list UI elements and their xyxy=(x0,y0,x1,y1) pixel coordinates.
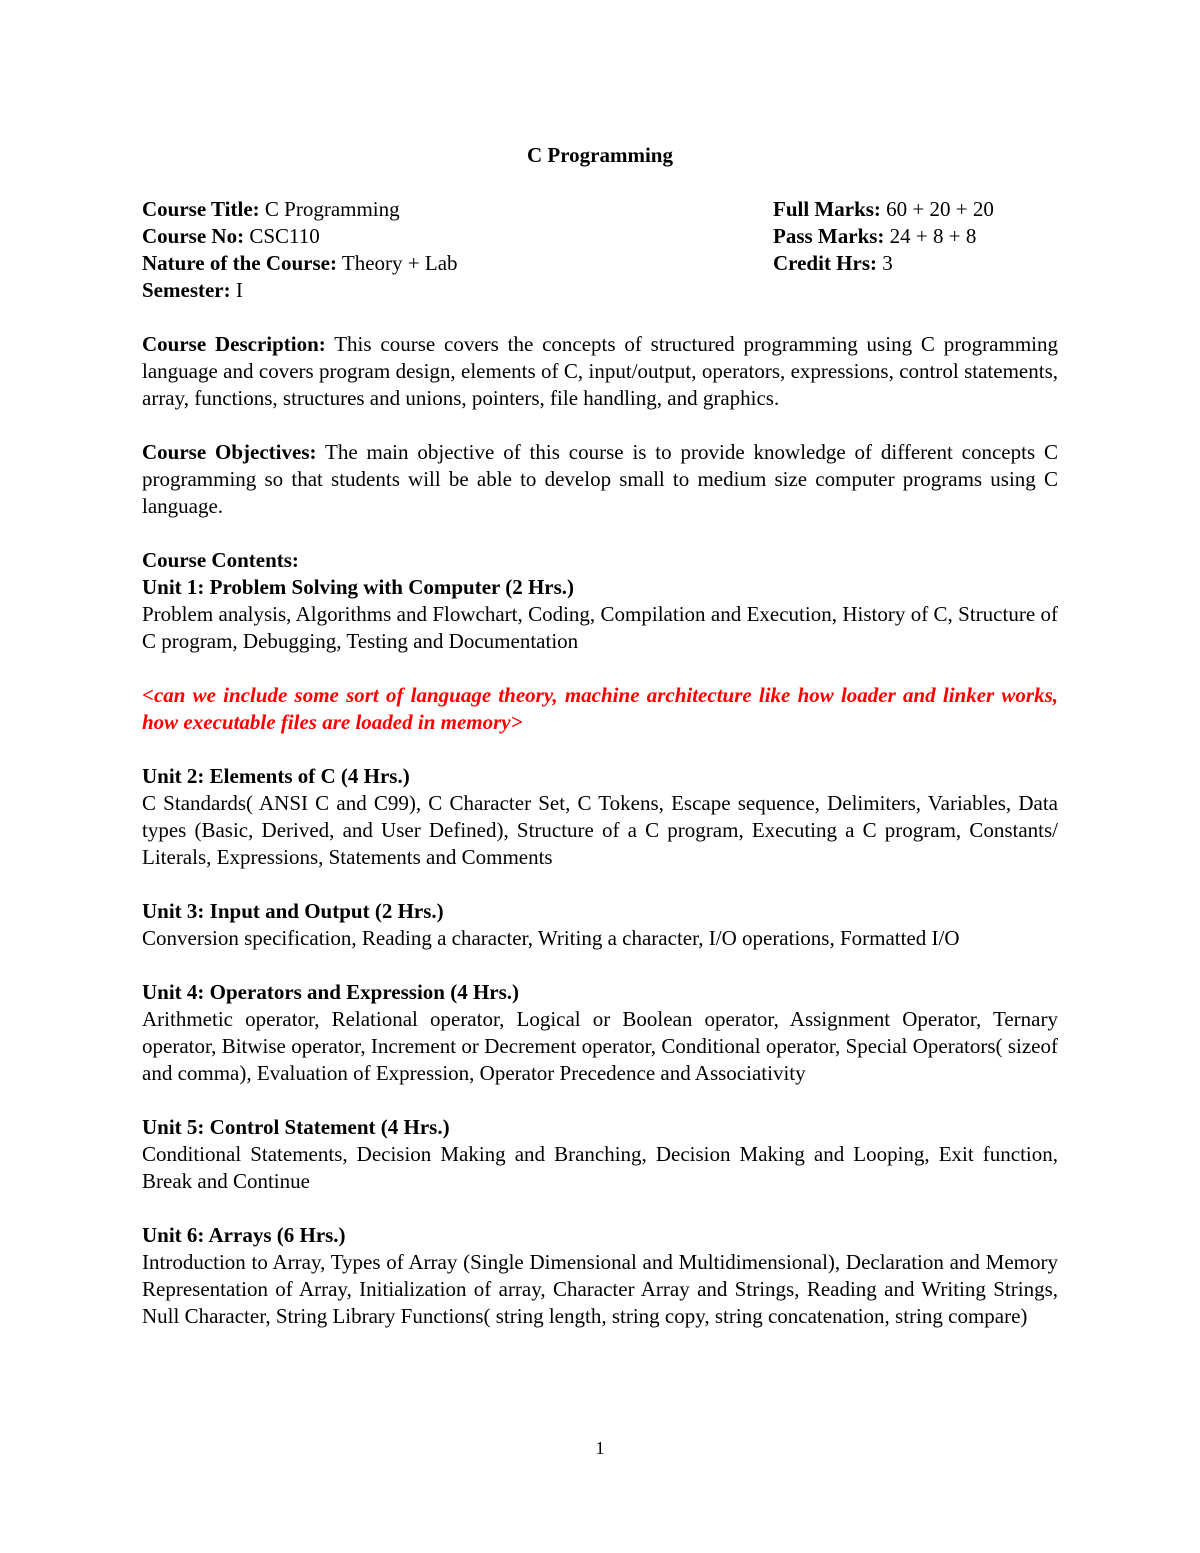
unit-heading: Unit 5: Control Statement (4 Hrs.) xyxy=(142,1115,450,1139)
unit-2 xyxy=(142,763,1058,871)
credit-hrs-value: 3 xyxy=(882,251,893,275)
semester-row xyxy=(142,277,762,304)
document-title: C Programming xyxy=(526,143,673,167)
course-no-row xyxy=(142,223,762,250)
course-meta-right xyxy=(773,196,1058,304)
unit-5 xyxy=(142,1114,1058,1195)
unit-heading: Unit 3: Input and Output (2 Hrs.) xyxy=(142,899,444,923)
unit-body: Introduction to Array, Types of Array (Single Dimensional and Multidimensional), Declaration and Memory Representation of Array, Initialization of array, Character Array and Strings, Reading and Writing Strings, Null Character, String Library Functions( string length, string copy, string concatenation, string compare) xyxy=(142,1250,1058,1328)
course-objectives xyxy=(142,439,1058,520)
unit-body: Arithmetic operator, Relational operator, Logical or Boolean operator, Assignment Operator, Ternary operator, Bitwise operator, Increment or Decrement operator, Conditional operator, Special Operators( sizeof and comma), Evaluation of Expression, Operator Precedence and Associativity xyxy=(142,1007,1058,1085)
semester-label: Semester: xyxy=(142,278,231,302)
course-description xyxy=(142,331,1058,412)
pass-marks-row xyxy=(773,223,1058,250)
course-nature-row xyxy=(142,250,762,277)
course-title-row xyxy=(142,196,762,223)
course-meta-left xyxy=(142,196,762,304)
course-description-label: Course Description: xyxy=(142,332,326,356)
unit-heading: Unit 2: Elements of C (4 Hrs.) xyxy=(142,764,410,788)
unit-heading: Unit 4: Operators and Expression (4 Hrs.) xyxy=(142,980,520,1004)
unit-body: Conditional Statements, Decision Making and Branching, Decision Making and Looping, Exit function, Break and Continue xyxy=(142,1142,1058,1193)
unit-3 xyxy=(142,898,1058,952)
credit-hrs-row xyxy=(773,250,1058,277)
unit-heading: Unit 1: Problem Solving with Computer (2 Hrs.) xyxy=(142,575,575,599)
course-meta xyxy=(142,196,1058,304)
course-no-value: CSC110 xyxy=(249,224,320,248)
unit-4 xyxy=(142,979,1058,1087)
unit-body: C Standards( ANSI C and C99), C Character Set, C Tokens, Escape sequence, Delimiters, Variables, Data types (Basic, Derived, and User Defined), Structure of a C program, Executing a C program, Constants/ Literals, Expressions, Statements and Comments xyxy=(142,791,1058,869)
pass-marks-label: Pass Marks: xyxy=(773,224,885,248)
full-marks-label: Full Marks: xyxy=(773,197,881,221)
unit-6 xyxy=(142,1222,1058,1330)
course-description-text: This course covers the concepts of structured programming using C programming language and covers program design, elements of C, input/output, operators, expressions, control statements, array, functions, structures and unions, pointers, file handling, and graphics. xyxy=(142,332,1059,410)
course-title-value: C Programming xyxy=(264,197,400,221)
full-marks-row xyxy=(773,196,1058,223)
unit-1 xyxy=(142,574,1058,655)
unit-body: Conversion specification, Reading a character, Writing a character, I/O operations, Formatted I/O xyxy=(142,926,960,950)
unit-body: Problem analysis, Algorithms and Flowchart, Coding, Compilation and Execution, History of C, Structure of C program, Debugging, Testing and Documentation xyxy=(142,602,1058,653)
course-objectives-text: The main objective of this course is to provide knowledge of different concepts C programming so that students will be able to develop small to medium size computer programs using C language. xyxy=(142,440,1059,518)
course-nature-value: Theory + Lab xyxy=(341,251,458,275)
page-number: 1 xyxy=(595,1438,605,1458)
course-no-label: Course No: xyxy=(142,224,245,248)
pass-marks-value: 24 + 8 + 8 xyxy=(889,224,977,248)
course-objectives-label: Course Objectives: xyxy=(142,440,317,464)
course-nature-label: Nature of the Course: xyxy=(142,251,337,275)
full-marks-value: 60 + 20 + 20 xyxy=(886,197,994,221)
semester-value: I xyxy=(235,278,243,302)
course-title-label: Course Title: xyxy=(142,197,260,221)
credit-hrs-label: Credit Hrs: xyxy=(773,251,878,275)
unit-heading: Unit 6: Arrays (6 Hrs.) xyxy=(142,1223,346,1247)
course-contents-heading: Course Contents: xyxy=(142,548,299,572)
review-note: <can we include some sort of language theory, machine architecture like how loader and linker works, how executable files are loaded in memory> xyxy=(142,683,1058,734)
